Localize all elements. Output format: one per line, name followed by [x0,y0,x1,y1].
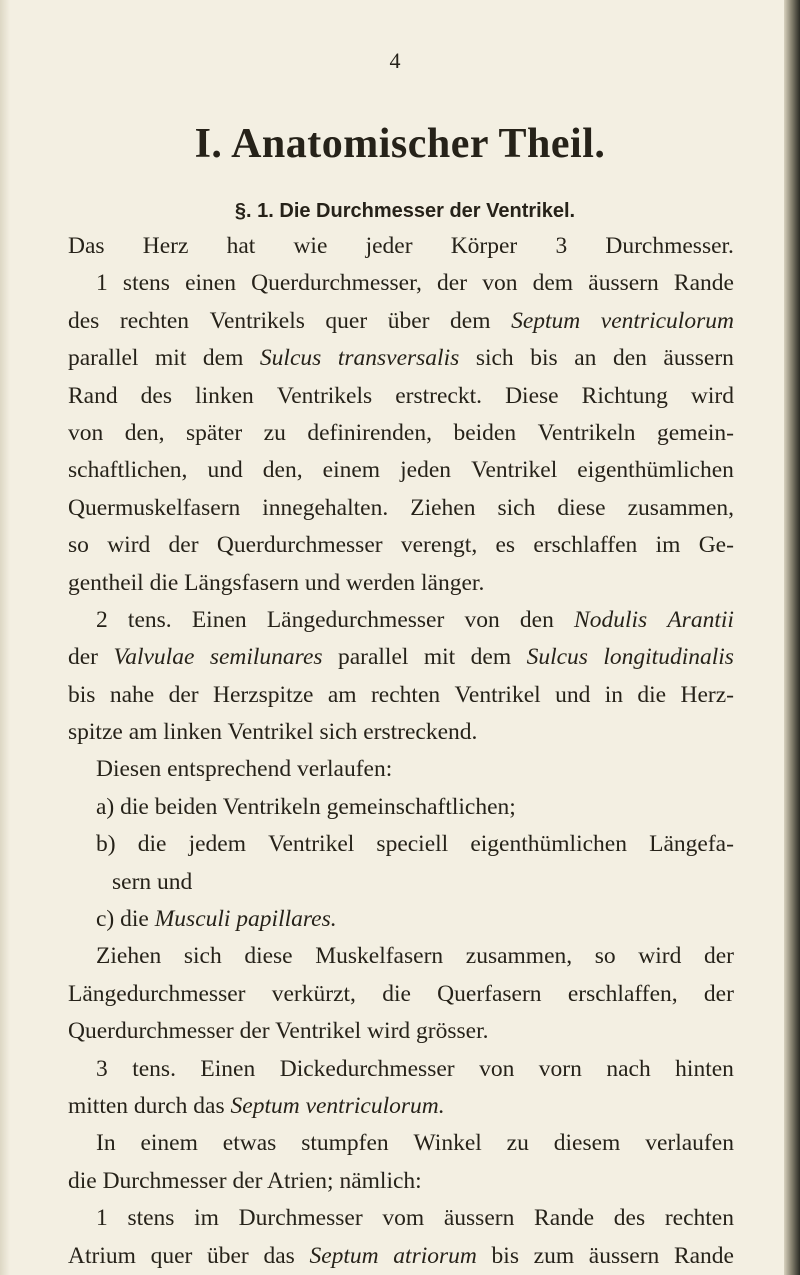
text-line [68,976,734,1013]
latin-term-word: Valvulae [113,644,195,671]
section-heading: I. Anatomischer Theil. [194,121,606,167]
word: diesem [553,1130,621,1157]
text-line [68,1051,734,1088]
word: parallel [68,345,139,372]
word: über [387,307,430,334]
word: Querdurchmesser, [251,270,422,297]
word: von [68,419,104,446]
text-line [68,1088,734,1125]
word: es [495,532,516,559]
text-span: gentheil die Längsfasern und werden länger. [68,569,485,596]
word: des [140,382,172,409]
word: Einen [191,606,247,633]
word: die [137,831,167,858]
word: diese [244,943,293,970]
word: äussern [663,345,734,372]
word: nach [606,1055,651,1082]
word: der [703,980,734,1007]
latin-term-word: ventriculorum [600,307,734,334]
word: Querdurchmesser [216,532,383,559]
word: vorn [538,1055,582,1082]
text-line [68,639,734,676]
word: hat [226,233,256,259]
word: so [594,943,616,970]
word: und [555,681,591,708]
word: sich [497,494,536,521]
word: und [207,457,243,484]
word: den [519,606,554,633]
word: erschlaffen [533,532,638,559]
text-line [68,826,734,863]
word: beiden [453,419,517,446]
paragraph-heading: §. 1. Die Durchmesser der Ventrikel. [234,200,576,222]
word: Querfasern [437,980,542,1007]
word: die [637,681,667,708]
word: tens. [132,1055,176,1082]
text-span: c) die [96,906,155,933]
word: bis [530,345,558,372]
word: im [194,1205,219,1232]
word: stens [122,270,170,297]
word: der [168,532,199,559]
latin-term-word: Sulcus [526,644,588,671]
text-span: spitze am linken Ventrikel sich erstreckend. [68,719,478,746]
word: stumpfen [301,1130,389,1157]
word: zum [533,1242,575,1269]
word: Längedurchmesser [266,606,445,633]
word: Ventrikeln [537,419,636,446]
word: das [263,1242,295,1269]
word: verkürzt, [271,980,356,1007]
word: Dickedurchmesser [279,1055,455,1082]
text-line [68,1013,734,1050]
latin-term-word: Septum [511,307,581,334]
word: bis [491,1242,519,1269]
word: des [68,307,100,334]
word: Rand [68,382,118,409]
latin-term-word: longitudinalis [603,644,734,671]
word: den, [262,457,303,484]
word: mit [155,345,187,372]
text-span: Querdurchmesser der Ventrikel wird grösser. [68,1018,489,1045]
word: in [604,681,623,708]
word: des [613,1205,646,1232]
latin-term: Septum ventriculorum. [230,1092,445,1119]
word: äussern [443,1205,515,1232]
text-line [68,1163,734,1200]
word: Das [68,233,105,259]
word: Ge- [698,532,734,559]
text-line [68,565,734,602]
text-line [68,1125,734,1162]
text-span: mitten durch das [68,1092,231,1119]
word: speciell [376,831,449,858]
word: äussern [588,270,659,297]
word: Einen [200,1055,256,1082]
word: dem [202,345,244,372]
word: einem [140,1130,198,1157]
word: hinten [675,1055,734,1082]
word: erstreckt. [395,382,483,409]
word: der [703,943,734,970]
word: dem [450,307,491,334]
text-line [68,303,734,340]
word: schaftlichen, [68,457,188,484]
text-line [68,1238,734,1275]
text-line [68,677,734,714]
word: zusammen, [465,943,573,970]
word: von [482,270,518,297]
word: Herz [142,233,189,259]
page-edge-shadow [784,0,800,1275]
word: Längefa- [649,831,734,858]
word: der [437,270,468,297]
text-line [68,789,734,826]
word: jeden [400,457,452,484]
word: von [479,1055,515,1082]
word: dem [470,644,512,671]
word: Durchmesser. [605,233,734,259]
word: Rande [673,270,734,297]
word: diese [557,494,606,521]
word: an [574,345,597,372]
word: Körper [450,233,518,259]
word: der [168,681,199,708]
word: Winkel [413,1130,482,1157]
text-line [68,864,734,901]
word: so [68,532,89,559]
word: Herzspitze [213,681,314,708]
word: 1 [96,1205,108,1232]
word: jeder [365,233,413,259]
word: 3 [96,1055,108,1082]
word: innegehalten. [262,494,389,521]
latin-term-word: semilunares [209,644,323,671]
word: über [207,1242,249,1269]
word: wird [690,382,734,409]
word: Herz- [680,681,734,708]
word: Ventrikels [276,382,373,409]
page-gutter-shadow [0,0,10,1275]
text-span: Diesen entsprechend verlaufen: [96,756,393,783]
word: wird [638,943,682,970]
word: Durchmesser [238,1205,363,1232]
word: 2 [96,606,108,633]
word: rechten [664,1205,734,1232]
text-span: die Durchmesser der Atrien; nämlich: [68,1167,422,1194]
word: bis [68,681,96,708]
word: Diese [505,382,559,409]
latin-term-word: atriorum [393,1242,477,1269]
word: äussern [588,1242,660,1269]
word: In [96,1130,116,1157]
word: nahe [109,681,155,708]
word: quer [150,1242,193,1269]
text-line [68,228,734,265]
latin-term-word: Septum [309,1242,379,1269]
word: Ziehen [410,494,476,521]
word: Rande [534,1205,595,1232]
word: jedem [188,831,246,858]
text-line [68,378,734,415]
word: erschlaffen, [567,980,678,1007]
word: Ziehen [96,943,162,970]
word: Muskelfasern [315,943,444,970]
word: stens [127,1205,175,1232]
text-line [68,452,734,489]
body-text [68,228,734,1275]
word: die [382,980,411,1007]
text-line [68,490,734,527]
word: rechten [119,307,190,334]
text-line [68,602,734,639]
word: sich [183,943,222,970]
word: einem [322,457,381,484]
word: Ventrikel [268,831,355,858]
word: mit [423,644,456,671]
word: wird [107,532,151,559]
word: b) [96,831,116,858]
text-line [68,340,734,377]
word: verlaufen [645,1130,734,1157]
text-line [68,527,734,564]
word: der [68,644,99,671]
word: dem [532,270,574,297]
word: am [327,681,357,708]
text-span: a) die beiden Ventrikeln gemeinschaftlichen; [96,793,516,820]
latin-term-word: Nodulis [574,606,648,633]
word: zusammen, [627,494,734,521]
word: verengt, [400,532,478,559]
word: wie [293,233,328,259]
word: später [186,419,243,446]
word: den [612,345,647,372]
text-line [68,265,734,302]
word: sich [475,345,514,372]
word: Atrium [68,1242,136,1269]
text-line [68,415,734,452]
word: definirenden, [307,419,432,446]
page-number: 4 [389,48,401,73]
latin-term-word: Sulcus [259,345,322,372]
word: gemein- [656,419,734,446]
latin-term-word: transversalis [337,345,460,372]
word: linken [195,382,254,409]
word: zu [506,1130,529,1157]
word: rechten [370,681,441,708]
word: etwas [222,1130,277,1157]
word: Ventrikel [454,681,541,708]
word: einen [185,270,236,297]
text-line [68,714,734,751]
word: Ventrikels [209,307,305,334]
word: zu [263,419,286,446]
word: im [655,532,681,559]
word: Ventrikel [471,457,558,484]
word: vom [382,1205,425,1232]
text-line [68,751,734,788]
latin-term-word: Arantii [667,606,734,633]
latin-term: Musculi papillares. [154,906,337,933]
word: eigenthümlichen [577,457,734,484]
text-line [68,1200,734,1237]
word: Quermuskelfasern [68,494,241,521]
word: Richtung [581,382,668,409]
text-span: sern und [112,868,193,895]
text-line [68,938,734,975]
word: Längedurchmesser [68,980,246,1007]
word: Rande [673,1242,734,1269]
text-line [68,901,734,938]
word: parallel [337,644,409,671]
word: 3 [555,233,568,259]
word: 1 [96,270,108,297]
word: tens. [127,606,172,633]
word: quer [325,307,368,334]
word: von [464,606,500,633]
word: eigenthümlichen [470,831,627,858]
word: den, [124,419,165,446]
